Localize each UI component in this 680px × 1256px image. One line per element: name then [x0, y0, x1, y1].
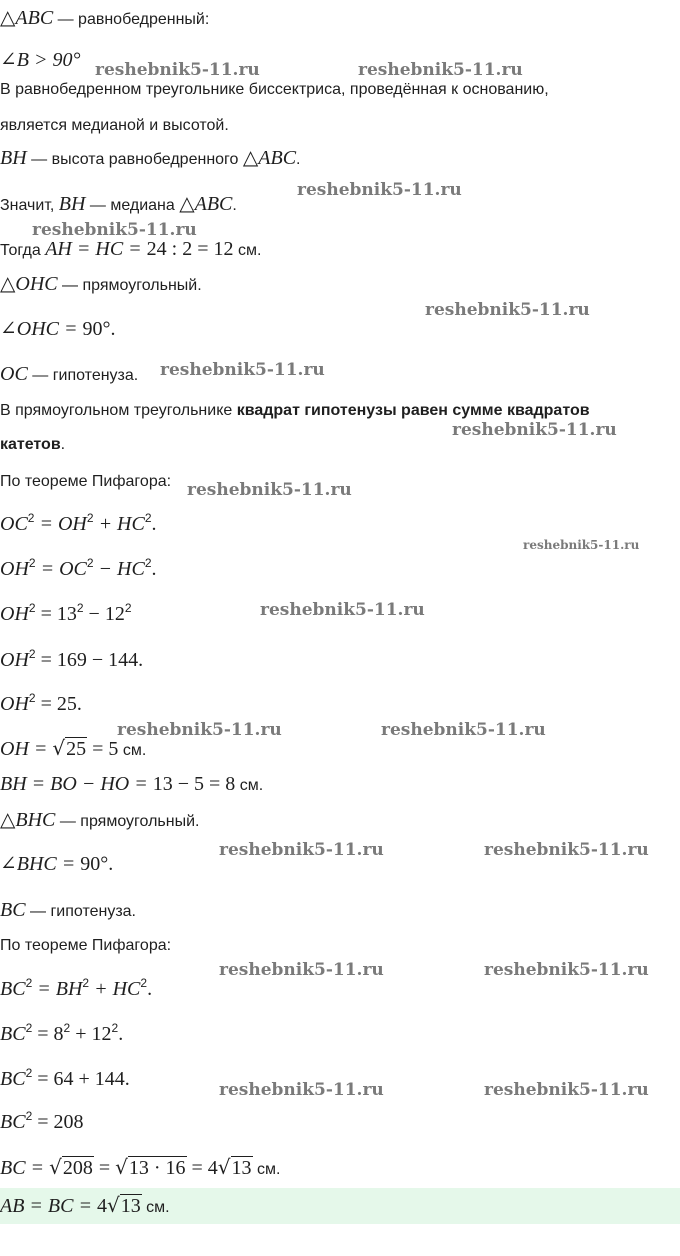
- text-line: [0, 362, 138, 388]
- text-line: [0, 470, 171, 494]
- exponent: 2: [28, 647, 36, 661]
- math-run: = 169 − 144.: [35, 649, 144, 671]
- watermark: reshebnik5-11.ru: [484, 960, 649, 980]
- text-line: [0, 1155, 280, 1182]
- math-run: △ABC: [0, 7, 54, 29]
- text-line: [0, 433, 65, 457]
- exponent: 2: [111, 1021, 119, 1035]
- text-run: см.: [118, 742, 147, 759]
- text-line: [0, 237, 261, 263]
- exponent: 2: [63, 1021, 71, 1035]
- exponent: 2: [144, 511, 152, 525]
- radical-sign: √: [52, 736, 66, 760]
- exponent: 2: [25, 1021, 33, 1035]
- math-run: = 8: [32, 1023, 64, 1045]
- text-run: квадрат гипотенузы равен сумме квадратов: [236, 402, 590, 419]
- math-run: BH: [0, 147, 27, 169]
- math-run: △ABC: [242, 147, 297, 169]
- exponent: 2: [28, 601, 36, 615]
- watermark: reshebnik5-11.ru: [297, 180, 462, 200]
- exponent: 2: [25, 1066, 33, 1080]
- watermark: reshebnik5-11.ru: [425, 300, 590, 320]
- text-line: [0, 1193, 170, 1220]
- math-run: = 13: [35, 603, 77, 625]
- math-run: OH: [0, 693, 29, 715]
- math-run: .: [151, 558, 157, 580]
- math-run: OC: [0, 513, 28, 535]
- exponent: 2: [86, 556, 94, 570]
- math-run: BH = BO − HO =: [0, 773, 153, 795]
- math-run: AH = HC =: [45, 238, 147, 260]
- text-line: [0, 48, 80, 74]
- watermark: reshebnik5-11.ru: [160, 360, 325, 380]
- exponent: 2: [140, 976, 148, 990]
- math-run: ∠B > 90°: [0, 49, 81, 71]
- exponent: 2: [28, 691, 36, 705]
- math-run: AB = BC =: [0, 1195, 97, 1217]
- watermark: reshebnik5-11.ru: [219, 960, 384, 980]
- watermark: reshebnik5-11.ru: [117, 720, 282, 740]
- watermark: reshebnik5-11.ru: [358, 60, 523, 80]
- text-line: [0, 977, 152, 1003]
- text-line: [0, 78, 549, 102]
- radical-sign: √: [115, 1155, 128, 1179]
- math-run: + 12: [70, 1023, 112, 1045]
- text-line: [0, 692, 82, 718]
- text-line: [0, 557, 157, 583]
- math-run: BC: [0, 978, 26, 1000]
- radical-sign: √: [49, 1155, 62, 1179]
- square-root: [218, 1155, 253, 1182]
- math-run: ∠OHC =: [0, 318, 83, 340]
- math-run: BC: [0, 899, 26, 921]
- text-run: — прямоугольный.: [57, 277, 202, 294]
- math-run: = 4: [186, 1157, 218, 1179]
- radicand: 13 · 16: [128, 1157, 186, 1179]
- text-run: является медианой и высотой.: [0, 117, 229, 134]
- math-run: 90°.: [82, 318, 116, 340]
- math-run: 4: [96, 1195, 107, 1217]
- math-run: − HC: [93, 558, 145, 580]
- text-line: [0, 317, 115, 343]
- text-line: [0, 602, 132, 628]
- exponent: 2: [25, 1109, 33, 1123]
- math-run: △BHC: [0, 809, 56, 831]
- text-line: [0, 772, 263, 798]
- exponent: 2: [28, 556, 36, 570]
- exponent: 2: [76, 601, 84, 615]
- text-run: .: [296, 151, 301, 168]
- text-line: [0, 114, 229, 138]
- watermark: reshebnik5-11.ru: [523, 538, 640, 552]
- radical-sign: √: [106, 1193, 120, 1217]
- math-run: BC: [0, 1023, 26, 1045]
- text-run: — прямоугольный.: [55, 813, 200, 830]
- math-run: + HC: [89, 978, 141, 1000]
- text-run: — равнобедренный:: [53, 11, 210, 28]
- math-run: △OHC: [0, 273, 58, 295]
- text-run: см.: [141, 1199, 170, 1216]
- watermark: reshebnik5-11.ru: [484, 1080, 649, 1100]
- watermark: reshebnik5-11.ru: [452, 420, 617, 440]
- math-run: .: [151, 513, 157, 535]
- math-run: = OC: [35, 558, 87, 580]
- text-run: см.: [252, 1161, 281, 1178]
- text-line: [0, 272, 202, 298]
- text-line: [0, 934, 171, 958]
- math-run: ∠BHC =: [0, 853, 81, 875]
- math-run: OH: [0, 603, 29, 625]
- text-line: [0, 852, 113, 878]
- text-line: [0, 808, 199, 834]
- text-run: см.: [233, 242, 262, 259]
- math-run: OH: [0, 558, 29, 580]
- math-run: OH: [0, 649, 29, 671]
- math-run: = BH: [32, 978, 83, 1000]
- exponent: 2: [82, 976, 90, 990]
- text-line: [0, 192, 237, 218]
- square-root: [115, 1155, 186, 1182]
- watermark: reshebnik5-11.ru: [219, 840, 384, 860]
- text-run: Тогда: [0, 242, 46, 259]
- text-line: [0, 6, 209, 32]
- text-run: — гипотенуза.: [25, 903, 136, 920]
- watermark: reshebnik5-11.ru: [95, 60, 260, 80]
- square-root: [52, 736, 87, 763]
- text-line: [0, 736, 146, 763]
- math-run: = 64 + 144.: [32, 1068, 130, 1090]
- square-root: [107, 1193, 142, 1220]
- text-line: [0, 898, 136, 924]
- watermark: reshebnik5-11.ru: [187, 480, 352, 500]
- watermark: reshebnik5-11.ru: [32, 220, 197, 240]
- text-run: По теореме Пифагора:: [0, 473, 172, 490]
- text-line: [0, 648, 143, 674]
- radicand: 13: [231, 1157, 252, 1179]
- text-run: По теореме Пифагора:: [0, 937, 172, 954]
- text-run: катетов: [0, 436, 61, 453]
- text-line: [0, 146, 300, 172]
- exponent: 2: [86, 511, 94, 525]
- text-line: [0, 1110, 84, 1136]
- text-run: — высота равнобедренного: [26, 151, 243, 168]
- text-line: [0, 1022, 123, 1048]
- exponent: 2: [124, 601, 132, 615]
- math-run: BH: [58, 193, 86, 215]
- math-run: =: [93, 1157, 116, 1179]
- math-run: BC: [0, 1068, 26, 1090]
- math-run: = 25.: [35, 693, 82, 715]
- math-run: BC: [0, 1111, 26, 1133]
- math-run: .: [147, 978, 153, 1000]
- text-line: [0, 512, 157, 538]
- math-run: + HC: [93, 513, 145, 535]
- radicand: 208: [62, 1157, 93, 1179]
- math-run: 24 : 2 = 12: [146, 238, 234, 260]
- math-run: .: [118, 1023, 124, 1045]
- watermark: reshebnik5-11.ru: [484, 840, 649, 860]
- radicand: 13: [120, 1195, 141, 1217]
- math-run: BC =: [0, 1157, 50, 1179]
- watermark: reshebnik5-11.ru: [219, 1080, 384, 1100]
- text-line: [0, 1067, 130, 1093]
- text-run: В равнобедренном треугольнике биссектриса, проведённая к основанию,: [0, 81, 549, 98]
- watermark: reshebnik5-11.ru: [260, 600, 425, 620]
- text-run: Значит,: [0, 197, 59, 214]
- square-root: [49, 1155, 94, 1182]
- exponent: 2: [25, 976, 33, 990]
- math-run: 13 − 5 = 8: [152, 773, 236, 795]
- text-run: — гипотенуза.: [27, 367, 139, 384]
- text-run: см.: [235, 777, 264, 794]
- math-run: OH =: [0, 738, 53, 760]
- exponent: 2: [144, 556, 152, 570]
- math-run: − 12: [83, 603, 125, 625]
- math-run: = 5: [87, 738, 119, 760]
- math-run: △ABC: [179, 193, 233, 215]
- radical-sign: √: [217, 1155, 231, 1179]
- math-run: = OH: [34, 513, 87, 535]
- math-run: 90°.: [80, 853, 114, 875]
- text-run: .: [232, 197, 237, 214]
- math-run: OC: [0, 363, 28, 385]
- exponent: 2: [27, 511, 35, 525]
- math-run: = 208: [32, 1111, 84, 1133]
- watermark: reshebnik5-11.ru: [381, 720, 546, 740]
- radicand: 25: [66, 738, 87, 760]
- text-run: .: [60, 436, 66, 453]
- text-run: — медиана: [85, 197, 180, 214]
- text-run: В прямоугольном треугольнике: [0, 402, 237, 419]
